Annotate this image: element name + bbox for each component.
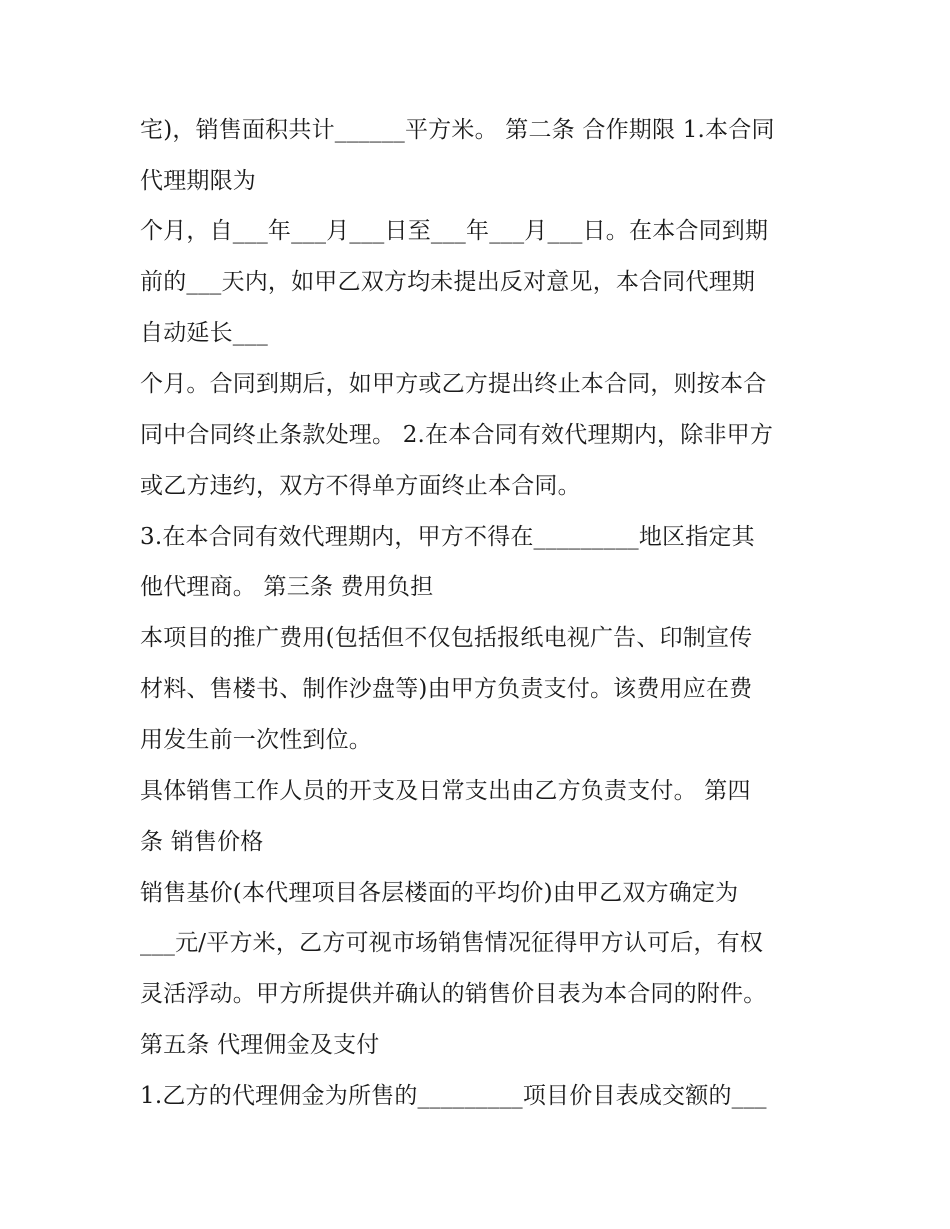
text-line-17: ___元/平方米，乙方可视市场销售情况征得甲方认可后，有权: [140, 930, 764, 956]
text-line-5: 自动延长___: [140, 320, 268, 346]
text-line-12: 材料、售楼书、制作沙盘等)由甲方负责支付。该费用应在费: [140, 676, 753, 702]
text-line-14: 具体销售工作人员的开支及日常支出由乙方负责支付。 第四: [140, 778, 751, 804]
text-line-16: 销售基价(本代理项目各层楼面的平均价)由甲乙双方确定为: [140, 880, 739, 906]
text-line-13: 用发生前一次性到位。: [140, 727, 372, 753]
text-line-11: 本项目的推广费用(包括但不仅包括报纸电视广告、印制宣传: [140, 625, 753, 651]
text-line-19: 第五条 代理佣金及支付: [140, 1032, 380, 1058]
text-line-4: 前的___天内，如甲乙双方均未提出反对意见，本合同代理期: [140, 269, 756, 295]
text-line-10: 他代理商。 第三条 费用负担: [140, 574, 434, 600]
text-line-9: 3.在本合同有效代理期内，甲方不得在_________地区指定其: [140, 524, 755, 550]
text-line-15: 条 销售价格: [140, 829, 264, 855]
text-line-1: 宅)，销售面积共计______平方米。 第二条 合作期限 1.本合同: [140, 117, 775, 143]
text-line-18: 灵活浮动。甲方所提供并确认的销售价目表为本合同的附件。: [140, 981, 767, 1007]
text-line-3: 个月，自___年___月___日至___年___月___日。在本合同到期: [140, 218, 769, 244]
text-line-20: 1.乙方的代理佣金为所售的_________项目价目表成交额的___: [140, 1083, 767, 1109]
text-line-8: 或乙方违约，双方不得单方面终止本合同。: [140, 473, 581, 499]
text-line-2: 代理期限为: [140, 168, 256, 194]
text-line-7: 同中合同终止条款处理。 2.在本合同有效代理期内，除非甲方: [140, 422, 774, 448]
text-line-6: 个月。合同到期后，如甲方或乙方提出终止本合同，则按本合: [140, 371, 767, 397]
